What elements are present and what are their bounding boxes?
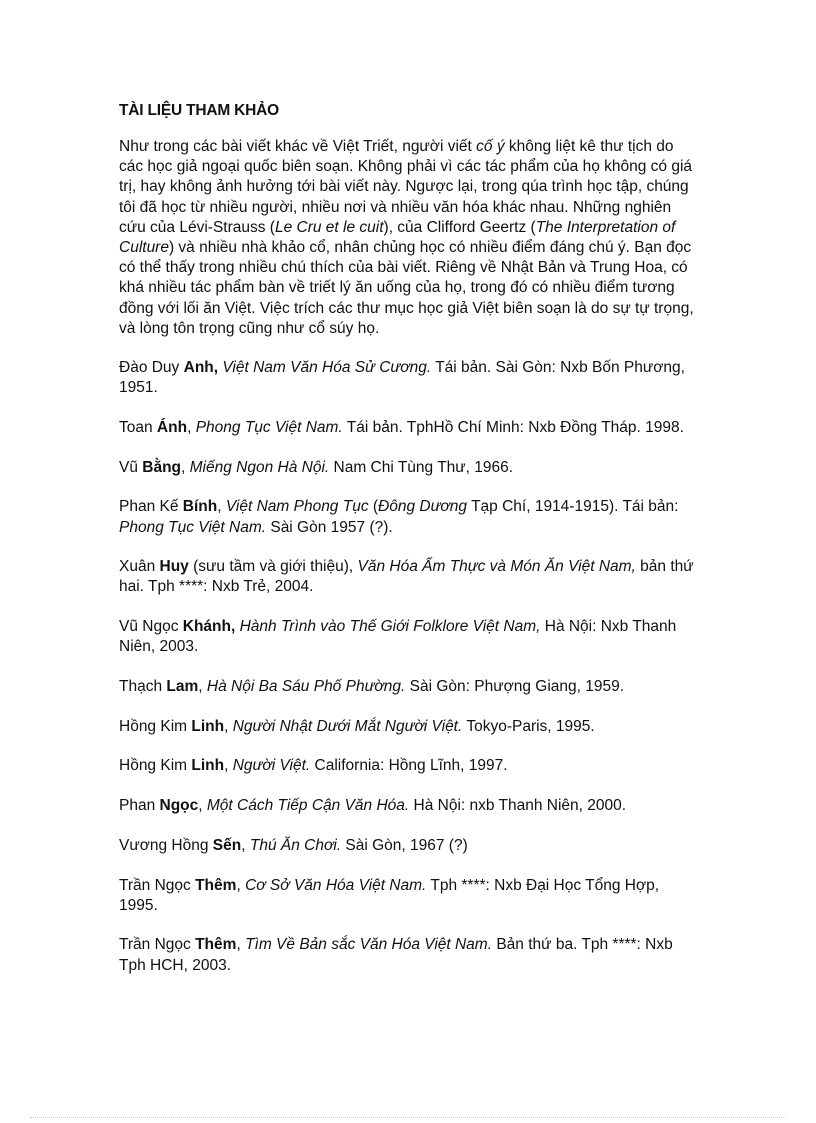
publication-info: Nam Chi Tùng Thư, 1966. bbox=[329, 458, 514, 476]
publication-info: Tph ****: Nxb Đại Học Tổng Hợp, 1995. bbox=[119, 876, 660, 914]
reference-item bbox=[119, 617, 699, 657]
reference-item bbox=[119, 836, 699, 856]
book-title: Văn Hóa Ẩm Thực và Món Ăn Việt Nam, bbox=[357, 558, 636, 576]
reference-item bbox=[119, 796, 699, 816]
book-title: Người Việt. bbox=[232, 757, 311, 775]
book-title: Tìm Về Bản sắc Văn Hóa Việt Nam. bbox=[245, 936, 493, 954]
author-surname: Thêm bbox=[195, 876, 237, 894]
author-surname: Khánh, bbox=[182, 618, 236, 636]
author-given-name: Vương Hồng bbox=[119, 836, 213, 854]
author-surname: Ánh bbox=[156, 418, 188, 436]
separator: , bbox=[236, 936, 246, 954]
reference-item bbox=[119, 458, 699, 478]
author-given-name: Vũ bbox=[119, 458, 143, 476]
publication-info: Tái bản. Sài Gòn: Nxb Bốn Phương, 1951. bbox=[119, 359, 685, 397]
publication-info: Tái bản. TphHồ Chí Minh: Nxb Đồng Tháp. 1998. bbox=[342, 418, 684, 436]
separator: , bbox=[224, 717, 233, 735]
reference-item bbox=[119, 717, 699, 737]
publication-info: Sài Gòn: Phượng Giang, 1959. bbox=[405, 678, 625, 696]
author-surname: Linh bbox=[191, 717, 225, 735]
author-surname: Anh, bbox=[183, 359, 219, 377]
publication-info: Tokyo-Paris, 1995. bbox=[462, 717, 595, 735]
reference-item bbox=[119, 756, 699, 776]
reference-item bbox=[119, 876, 699, 916]
publication-info: ( bbox=[368, 498, 379, 516]
author-given-name: Hồng Kim bbox=[119, 717, 192, 735]
separator: , bbox=[198, 678, 207, 696]
intro-text: không liệt kê thư tịch do các học giả ngoại quốc biên soạn. Không phải vì các tác phẩm của họ không có giá trị, hay không ảnh hưởng tới bài viết này. Ngược lại, trong qúa trình học tập, chúng tôi đã học từ nhiều người, nhiều nơi và nhiều văn hóa khác nhau. Những nghiên cứu của Lévi-Strauss ( bbox=[119, 138, 693, 236]
book-title: Cơ Sở Văn Hóa Việt Nam. bbox=[245, 876, 427, 894]
page-title: TÀI LIỆU THAM KHẢO bbox=[119, 102, 279, 119]
book-title: Hành Trình vào Thế Giới Folklore Việt Nam, bbox=[239, 618, 541, 636]
reference-item bbox=[119, 557, 699, 597]
separator: , bbox=[187, 418, 196, 436]
reference-item bbox=[119, 418, 699, 438]
separator: , bbox=[241, 836, 250, 854]
publication-info: California: Hồng Lĩnh, 1997. bbox=[310, 757, 508, 775]
intro-cited-title: Le Cru et le cuit bbox=[274, 218, 384, 236]
intro-text: Như trong các bài viết khác về Việt Triết, người viết bbox=[119, 138, 477, 155]
author-given-name: Phan Kế bbox=[119, 498, 183, 516]
intro-text: ), của Clifford Geertz ( bbox=[383, 218, 536, 236]
author-surname: Lam bbox=[166, 678, 199, 696]
reference-item bbox=[119, 935, 699, 975]
publication-info: Tạp Chí, 1914-1915). Tái bản: bbox=[467, 498, 679, 516]
publication-info: Sài Gòn 1957 (?). bbox=[266, 518, 393, 536]
publication-info: Sài Gòn, 1967 (?) bbox=[341, 836, 468, 854]
intro-paragraph bbox=[119, 137, 699, 339]
book-title: Người Nhật Dưới Mắt Người Việt. bbox=[232, 717, 463, 735]
book-title: Hà Nội Ba Sáu Phố Phường. bbox=[206, 678, 406, 696]
author-given-name: Đào Duy bbox=[119, 359, 184, 377]
publication-info: Hà Nội: nxb Thanh Niên, 2000. bbox=[409, 797, 627, 815]
book-title: Việt Nam Phong Tục bbox=[225, 498, 369, 516]
publication-info: Hà Nội: Nxb Thanh Niên, 2003. bbox=[119, 618, 677, 656]
reference-item bbox=[119, 677, 699, 697]
author-surname: Bằng bbox=[142, 458, 182, 476]
reference-item bbox=[119, 358, 699, 398]
publication-info: bản thứ hai. Tph ****: Nxb Trẻ, 2004. bbox=[119, 558, 694, 596]
book-title: Một Cách Tiếp Cận Văn Hóa. bbox=[206, 797, 410, 815]
separator: , bbox=[181, 458, 190, 476]
intro-text: ) và nhiều nhà khảo cổ, nhân chủng học có nhiều điểm đáng chú ý. Bạn đọc có thể thấy trong nhiều chú thích của bài viết. Riêng về Nhật Bản và Trung Hoa, có khá nhiều tác phẩm bàn về triết lý ăn uống của họ, trong đó có nhiều điểm tương đồng với lối ăn Việt. Việc trích các thư mục học giả Việt biên soạn là do sự tự trọng, và lòng tôn trọng cũng như cổ súy họ. bbox=[119, 239, 694, 337]
reference-item bbox=[119, 497, 699, 537]
book-title: Phong Tục Việt Nam. bbox=[195, 418, 343, 436]
author-given-name: Hồng Kim bbox=[119, 757, 192, 775]
book-title: Miếng Ngon Hà Nội. bbox=[189, 458, 330, 476]
author-surname: Thêm bbox=[195, 936, 237, 954]
author-given-name: Toan bbox=[119, 418, 157, 436]
page-bottom-divider bbox=[30, 1117, 786, 1118]
reprint-title: Phong Tục Việt Nam. bbox=[119, 518, 267, 536]
journal-title: Đông Dương bbox=[378, 498, 468, 516]
author-surname: Sến bbox=[212, 836, 242, 854]
author-given-name: Vũ Ngọc bbox=[119, 618, 183, 636]
separator: , bbox=[198, 797, 207, 815]
author-surname: Linh bbox=[191, 757, 225, 775]
separator: , bbox=[236, 876, 246, 894]
book-title: Việt Nam Văn Hóa Sử Cương. bbox=[222, 359, 432, 377]
author-given-name: Phan bbox=[119, 797, 160, 815]
publication-info: Bản thứ ba. Tph ****: Nxb Tph HCH, 2003. bbox=[119, 936, 673, 974]
author-surname: Bính bbox=[182, 498, 218, 516]
author-given-name: Trần Ngọc bbox=[119, 936, 196, 954]
author-given-name: Trần Ngọc bbox=[119, 876, 196, 894]
separator: (sưu tầm và giới thiệu), bbox=[188, 558, 358, 576]
book-title: Thú Ăn Chơi. bbox=[249, 836, 342, 854]
author-surname: Huy bbox=[159, 558, 189, 576]
intro-cited-title: The Interpretation of Culture bbox=[119, 218, 676, 257]
intro-emphasis: cố ý bbox=[476, 138, 505, 155]
separator: , bbox=[224, 757, 233, 775]
separator: , bbox=[217, 498, 226, 516]
author-given-name: Thạch bbox=[119, 678, 167, 696]
author-given-name: Xuân bbox=[119, 558, 160, 576]
author-surname: Ngọc bbox=[159, 797, 199, 815]
document-page bbox=[119, 102, 699, 995]
